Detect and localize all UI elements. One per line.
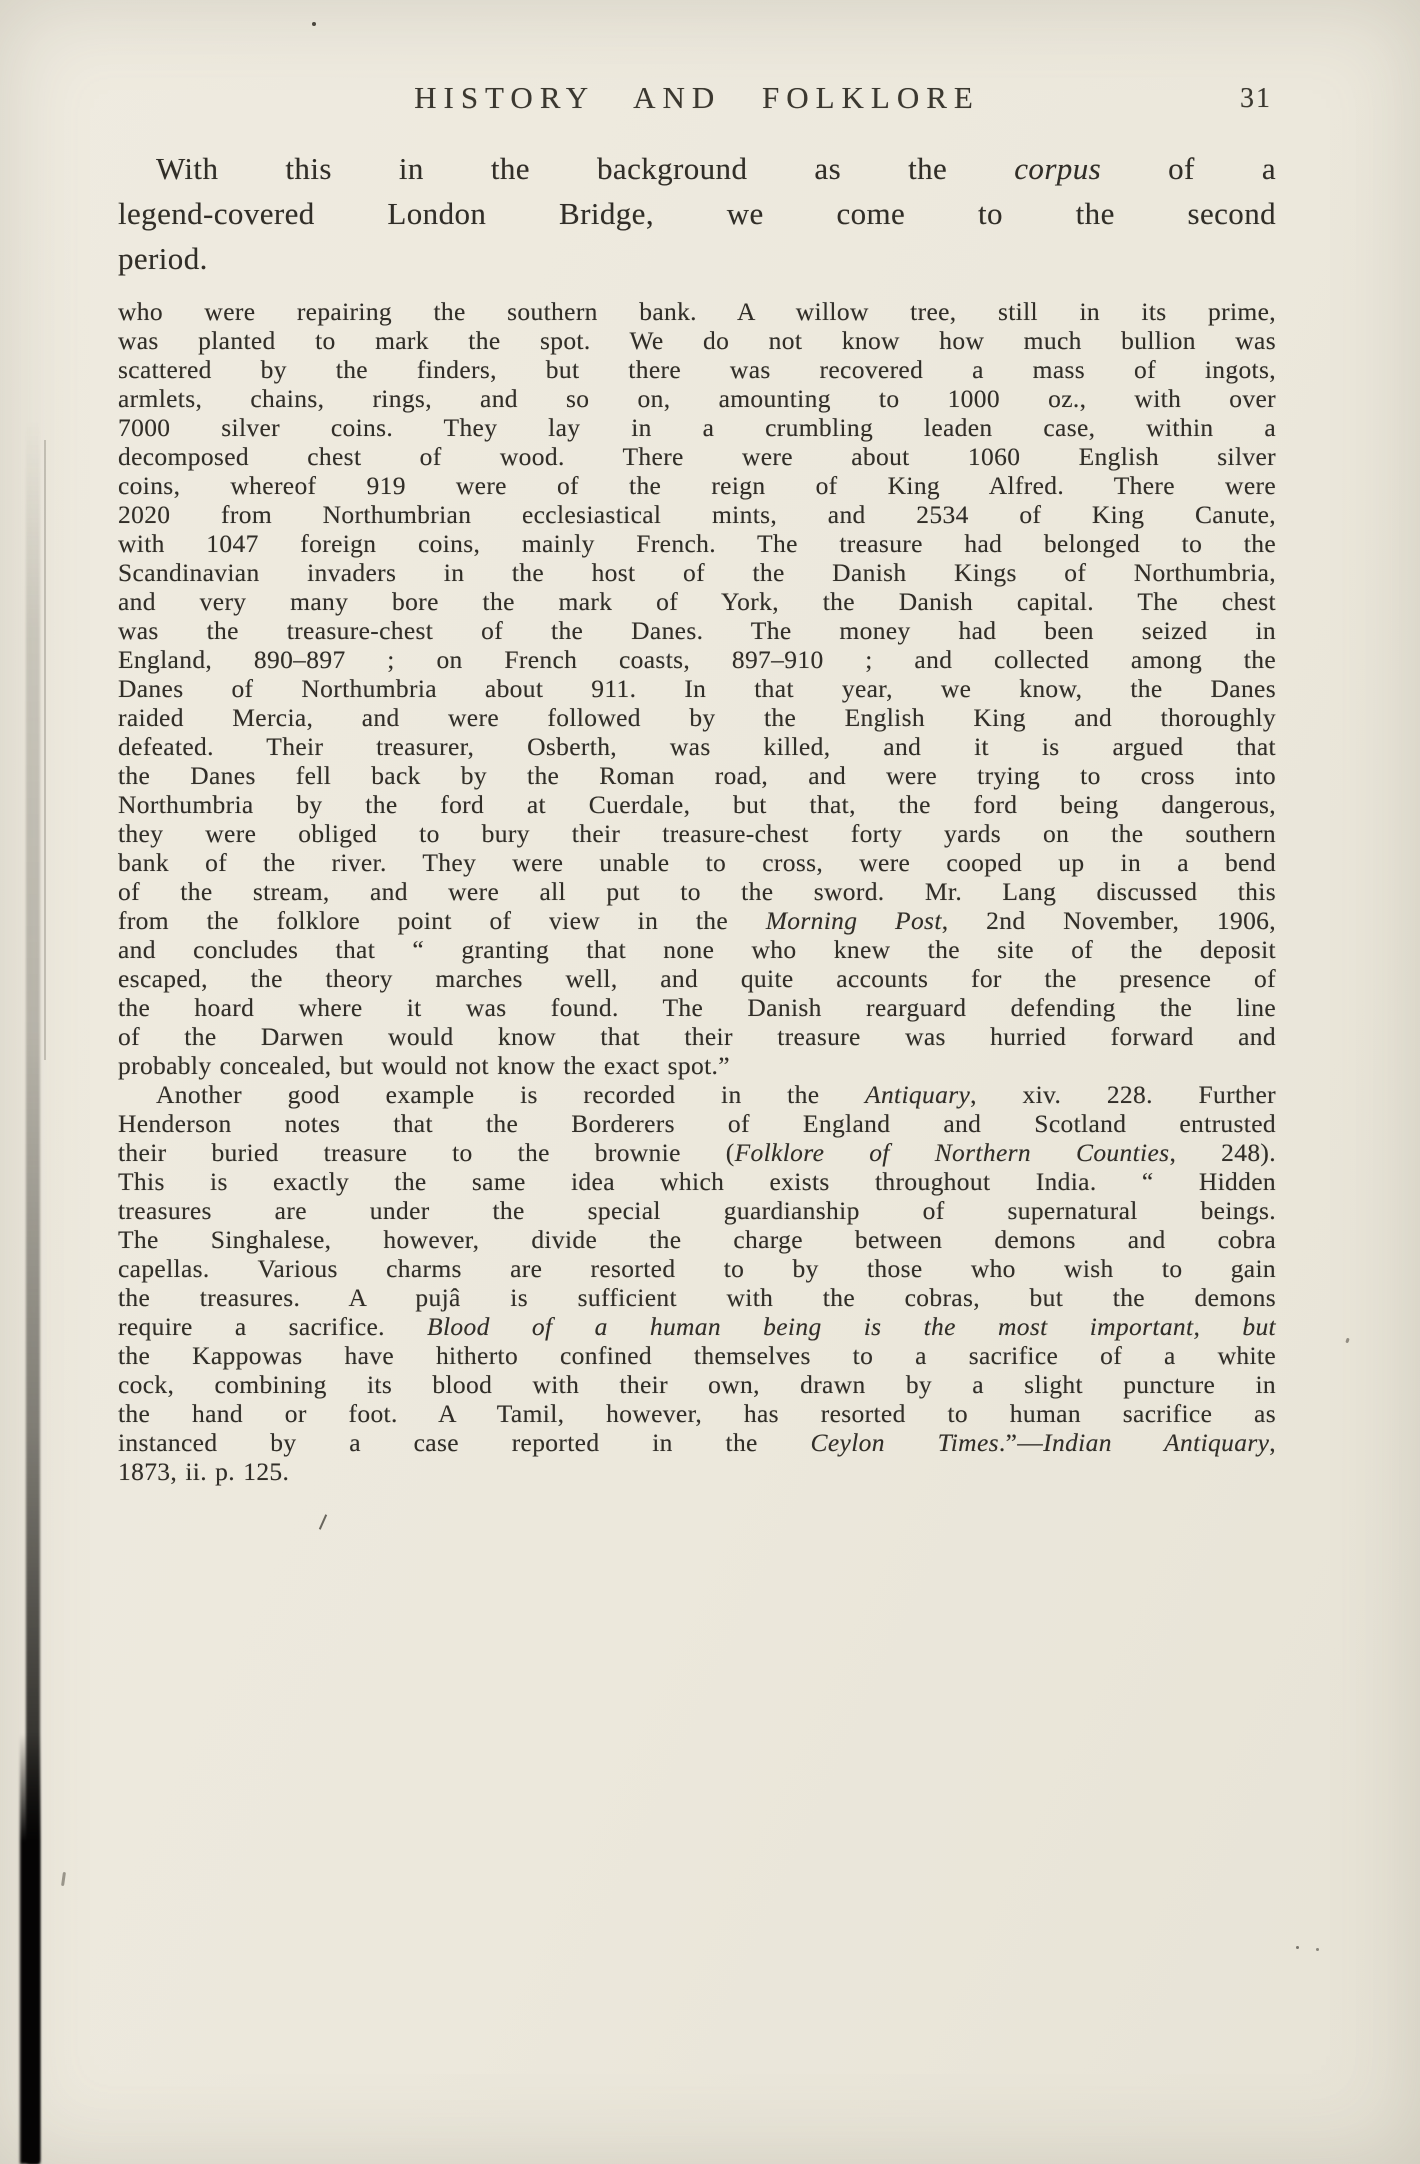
- text-line: Scandinavian invaders in the host of the Danish Kings of Northumbria,: [118, 558, 1276, 587]
- intro-paragraph: [118, 146, 1276, 281]
- text-line: scattered by the finders, but there was recovered a mass of ingots,: [118, 355, 1276, 384]
- text-line: the Kappowas have hitherto confined themselves to a sacrifice of a white: [118, 1341, 1276, 1370]
- text-line: 1873, ii. p. 125.: [118, 1457, 290, 1486]
- scan-speck: [1345, 1338, 1349, 1344]
- text-line: decomposed chest of wood. There were about 1060 English silver: [118, 442, 1276, 471]
- text-line: the hoard where it was found. The Danish rearguard defending the line: [118, 993, 1276, 1022]
- text-line: treasures are under the special guardianship of supernatural beings.: [118, 1196, 1276, 1225]
- text-line: raided Mercia, and were followed by the English King and thoroughly: [118, 703, 1276, 732]
- text-line: and concludes that “ granting that none who knew the site of the deposit: [118, 935, 1276, 964]
- text-line: cock, combining its blood with their own, drawn by a slight puncture in: [118, 1370, 1276, 1399]
- body-paragraph-2: [118, 1080, 1276, 1486]
- text-line: from the folklore point of view in the Morning Post, 2nd November, 1906,: [118, 906, 1276, 935]
- text-line: Danes of Northumbria about 911. In that year, we know, the Danes: [118, 674, 1276, 703]
- running-title: HISTORY AND FOLKLORE: [414, 80, 980, 115]
- text-line: escaped, the theory marches well, and quite accounts for the presence of: [118, 964, 1276, 993]
- scan-speck: [312, 22, 316, 26]
- text-line: defeated. Their treasurer, Osberth, was killed, and it is argued that: [118, 732, 1276, 761]
- text-line: was the treasure-chest of the Danes. The money had been seized in: [118, 616, 1276, 645]
- text-line: bank of the river. They were unable to cross, were cooped up in a bend: [118, 848, 1276, 877]
- scan-speck: [1296, 1946, 1299, 1949]
- text-line: The Singhalese, however, divide the charge between demons and cobra: [118, 1225, 1276, 1254]
- page-number: 31: [1240, 83, 1272, 114]
- text-line: instanced by a case reported in the Ceylon Times.”—Indian Antiquary,: [118, 1428, 1277, 1457]
- text-line: of the Darwen would know that their treasure was hurried forward and: [118, 1022, 1276, 1051]
- body-paragraph-1: [118, 297, 1276, 1080]
- text-line: who were repairing the southern bank. A willow tree, still in its prime,: [118, 297, 1276, 326]
- text-line: and very many bore the mark of York, the Danish capital. The chest: [118, 587, 1276, 616]
- text-line: with 1047 foreign coins, mainly French. The treasure had belonged to the: [118, 529, 1276, 558]
- scan-pen-mark: [61, 1872, 66, 1886]
- text-line: the Danes fell back by the Roman road, and were trying to cross into: [118, 761, 1276, 790]
- scan-gutter-black-edge: [20, 1734, 40, 2164]
- text-line: they were obliged to bury their treasure-chest forty yards on the southern: [118, 819, 1276, 848]
- text-line: require a sacrifice. Blood of a human being is the most important, but: [118, 1312, 1276, 1341]
- text-line: Another good example is recorded in the Antiquary, xiv. 228. Further: [156, 1080, 1276, 1109]
- text-line: their buried treasure to the brownie (Folklore of Northern Counties, 248).: [118, 1138, 1276, 1167]
- scan-pen-mark: [319, 1514, 327, 1529]
- text-line: 7000 silver coins. They lay in a crumbling leaden case, within a: [118, 413, 1276, 442]
- scan-speck: [1316, 1948, 1319, 1951]
- text-line: of the stream, and were all put to the sword. Mr. Lang discussed this: [118, 877, 1276, 906]
- text-line: This is exactly the same idea which exists throughout India. “ Hidden: [118, 1167, 1276, 1196]
- text-line: armlets, chains, rings, and so on, amounting to 1000 oz., with over: [118, 384, 1276, 413]
- text-column: [118, 80, 1276, 1486]
- text-line: the treasures. A pujâ is sufficient with the cobras, but the demons: [118, 1283, 1276, 1312]
- body-text: [118, 297, 1276, 1486]
- text-line: the hand or foot. A Tamil, however, has resorted to human sacrifice as: [118, 1399, 1276, 1428]
- text-line: With this in the background as the corpus of a: [156, 151, 1276, 186]
- text-line: probably concealed, but would not know the exact spot.”: [118, 1051, 730, 1080]
- text-line: period.: [118, 241, 208, 276]
- text-line: Northumbria by the ford at Cuerdale, but that, the ford being dangerous,: [118, 790, 1276, 819]
- text-line: was planted to mark the spot. We do not know how much bullion was: [118, 326, 1276, 355]
- text-line: 2020 from Northumbrian ecclesiastical mints, and 2534 of King Canute,: [118, 500, 1276, 529]
- text-line: coins, whereof 919 were of the reign of King Alfred. There were: [118, 471, 1276, 500]
- running-header: [118, 80, 1276, 124]
- text-line: England, 890–897 ; on French coasts, 897–910 ; and collected among the: [118, 645, 1276, 674]
- text-line: legend-covered London Bridge, we come to the second: [118, 196, 1276, 231]
- scan-gutter-line: [44, 440, 46, 1060]
- text-line: Henderson notes that the Borderers of England and Scotland entrusted: [118, 1109, 1276, 1138]
- text-line: capellas. Various charms are resorted to by those who wish to gain: [118, 1254, 1276, 1283]
